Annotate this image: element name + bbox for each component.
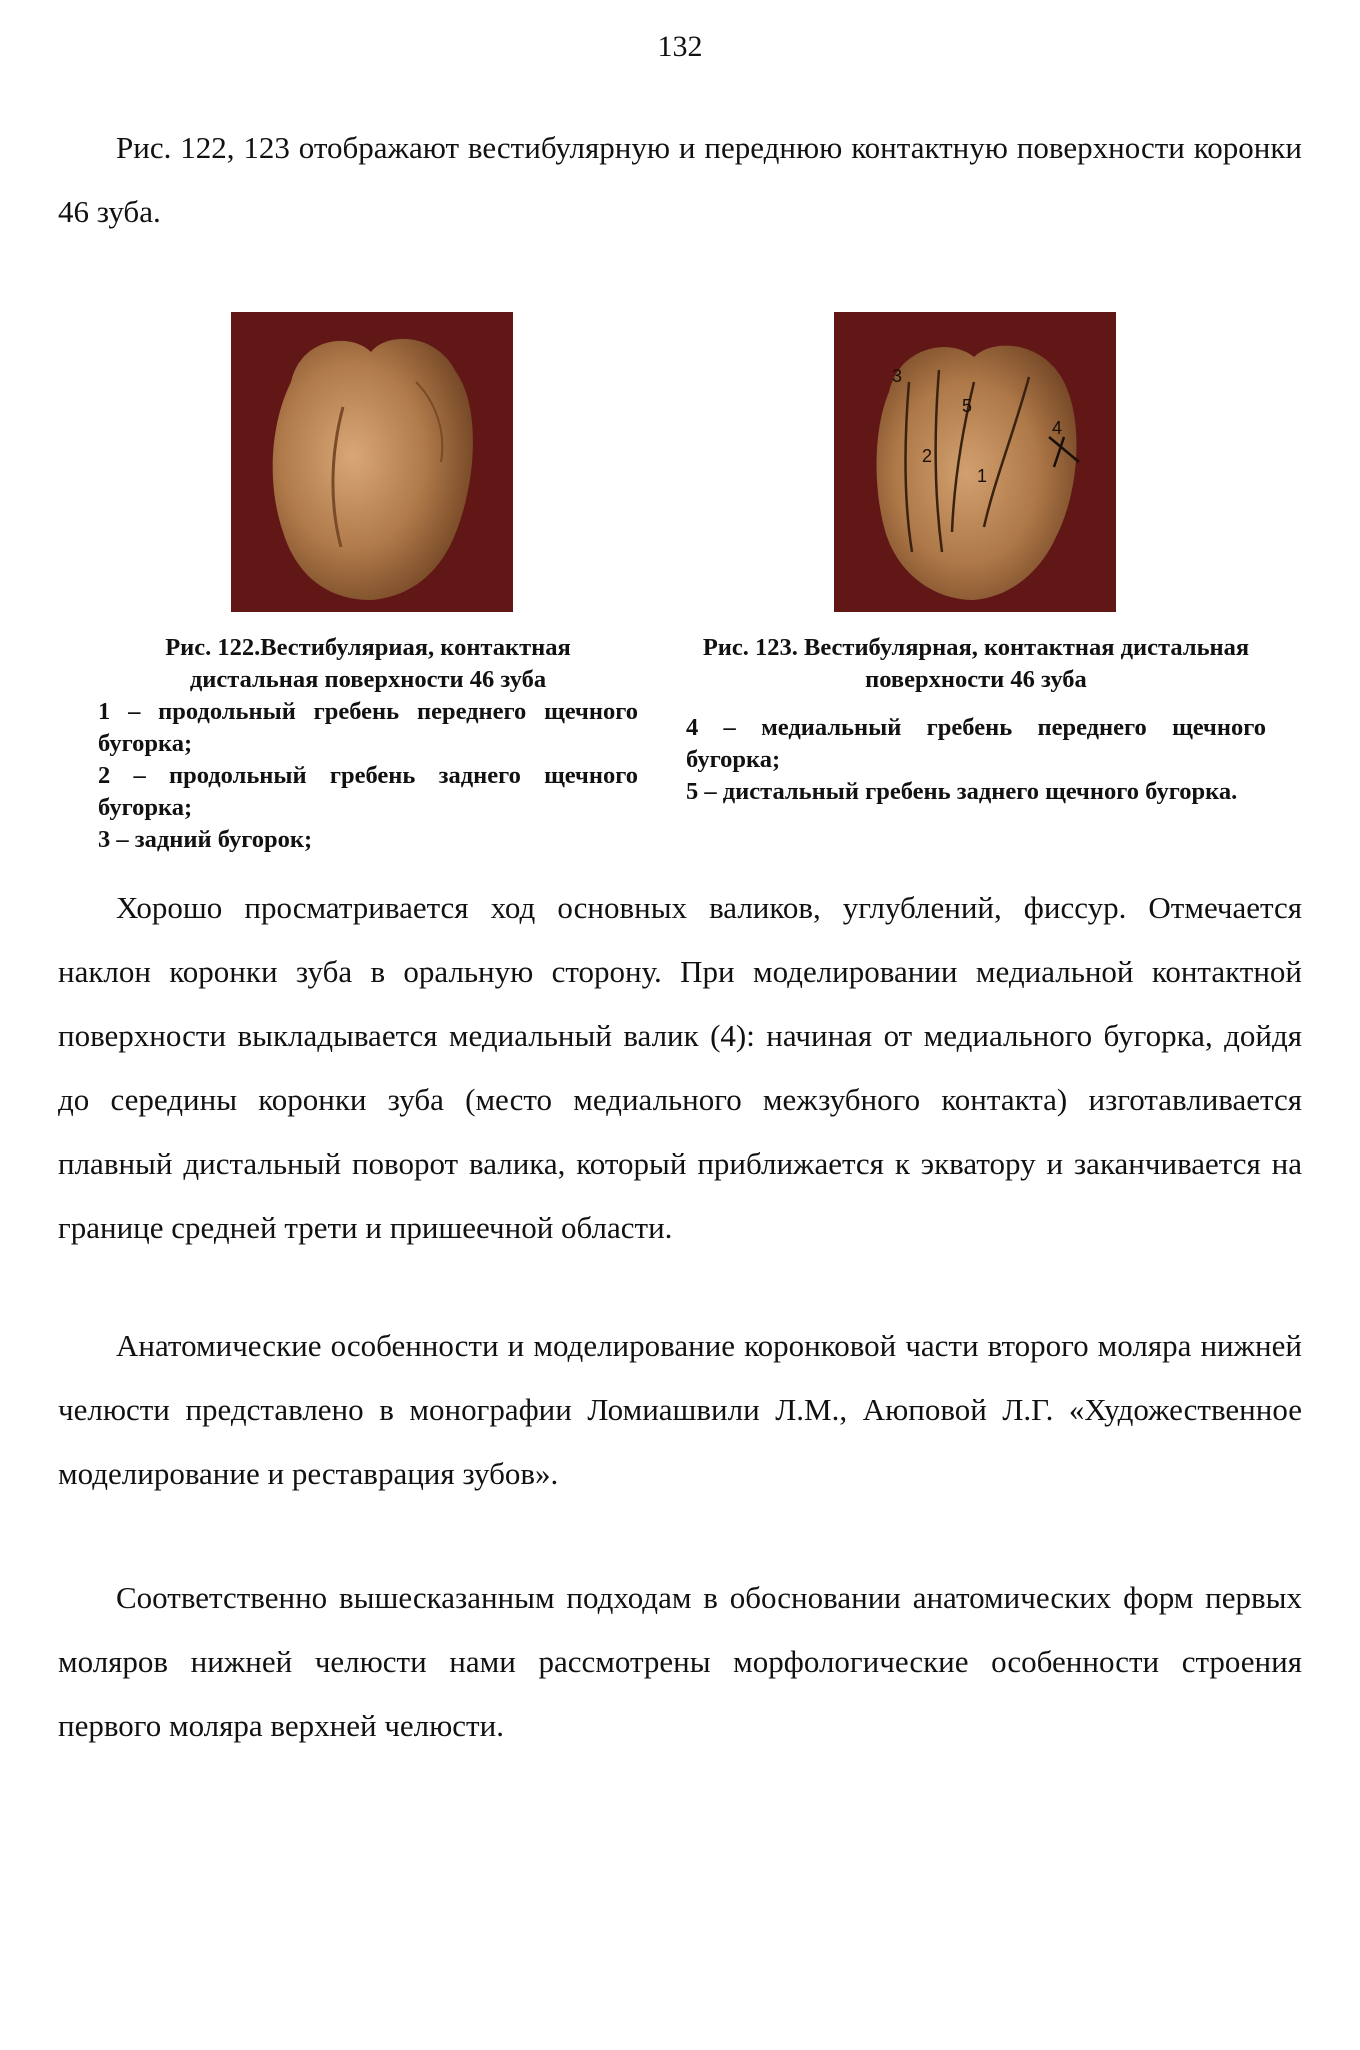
page-number: 132 — [657, 30, 703, 63]
caption-item: 1 – продольный гребень переднего щечного бугорка; — [98, 698, 638, 757]
tooth-photo-122 — [231, 312, 513, 612]
caption-item: 2 – продольный гребень заднего щечного бугорка; — [98, 762, 638, 821]
body-paragraph: Анатомические особенности и моделирование коронковой части второго моляра нижней челюсти представлено в монографии Ломиашвили Л.М., Аюповой Л.Г. «Художественное моделирование и реставрация зубов». — [58, 1328, 1302, 1491]
marker-2: 2 — [922, 446, 933, 466]
figure-123-image — [834, 312, 1116, 612]
caption-title: Рис. 122.Вестибуляриая, контактная дистальная поверхности 46 зуба — [165, 634, 571, 693]
body-paragraph: Хорошо просматривается ход основных валиков, углублений, фиссур. Отмечается наклон коронки зуба в оральную сторону. При моделировании медиальной контактной поверхности выкладывается медиальный валик (4): начиная от медиального бугорка, дойдя до середины коронки зуба (место медиального межзубного контакта) изготавливается плавный дистальный поворот валика, который приближается к экватору и заканчивается на границе средней трети и пришеечной области. — [58, 890, 1302, 1245]
figure-123-caption — [686, 632, 1266, 808]
caption-list — [98, 696, 638, 856]
marker-3: 3 — [892, 366, 903, 386]
caption-item: 4 – медиальный гребень переднего щечного бугорка; — [686, 714, 1266, 773]
caption-item: 3 – задний бугорок; — [98, 826, 313, 853]
body-paragraph: Соответственно вышесказанным подходам в обосновании анатомических форм первых моляров нижней челюсти нами рассмотрены морфологические особенности строения первого моляра верхней челюсти. — [58, 1580, 1302, 1743]
caption-item: 5 – дистальный гребень заднего щечного бугорка. — [686, 778, 1238, 805]
figure-122-caption — [98, 632, 638, 856]
caption-list — [686, 712, 1266, 808]
figure-122-image — [231, 312, 513, 612]
intro-paragraph: Рис. 122, 123 отображают вестибулярную и переднюю контактную поверхности коронки 46 зуба. — [58, 130, 1302, 229]
caption-title: Рис. 123. Вестибулярная, контактная дистальная поверхности 46 зуба — [702, 634, 1250, 693]
tooth-photo-123 — [834, 312, 1116, 612]
marker-4: 4 — [1052, 418, 1063, 438]
marker-1: 1 — [977, 466, 988, 486]
marker-5: 5 — [962, 396, 973, 416]
